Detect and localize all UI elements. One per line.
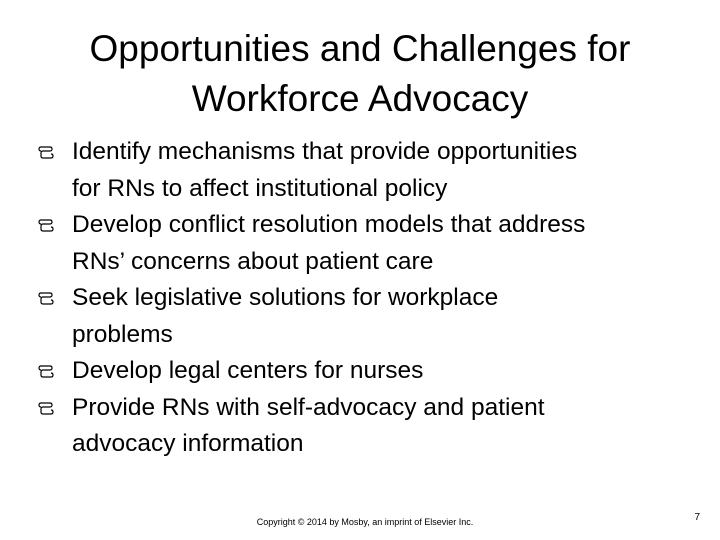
scroll-bullet-icon — [38, 217, 54, 233]
copyright-footer: Copyright © 2014 by Mosby, an imprint of Elsevier Inc. — [256, 517, 474, 527]
scroll-bullet-icon — [38, 400, 54, 416]
bullet-item — [38, 353, 678, 390]
bullet-item — [38, 280, 678, 353]
bullet-item — [38, 134, 678, 207]
scroll-bullet-icon — [38, 290, 54, 306]
bullet-line: Develop legal centers for nurses — [72, 357, 424, 384]
slide-title-line-2: Workforce Advocacy — [191, 78, 529, 119]
bullet-item — [38, 207, 678, 280]
slide-title — [40, 24, 680, 124]
bullet-line: Provide RNs with self-advocacy and patient — [72, 393, 545, 421]
bullet-line: RNs’ concerns about patient care — [72, 247, 434, 275]
bullet-line: Identify mechanisms that provide opportunities — [72, 138, 578, 165]
slide-title-line-1: Opportunities and Challenges for — [89, 28, 631, 69]
bullet-line: advocacy information — [72, 430, 304, 457]
bullet-line: problems — [72, 320, 173, 348]
scroll-bullet-icon — [38, 144, 54, 160]
scroll-bullet-icon — [38, 363, 54, 379]
bullet-line: Develop conflict resolution models that address — [72, 211, 586, 238]
page-number: 7 — [694, 512, 700, 523]
bullet-line: Seek legislative solutions for workplace — [72, 284, 499, 311]
bullet-line: for RNs to affect institutional policy — [72, 174, 448, 202]
bullet-item — [38, 390, 678, 463]
bullet-list — [38, 134, 678, 463]
